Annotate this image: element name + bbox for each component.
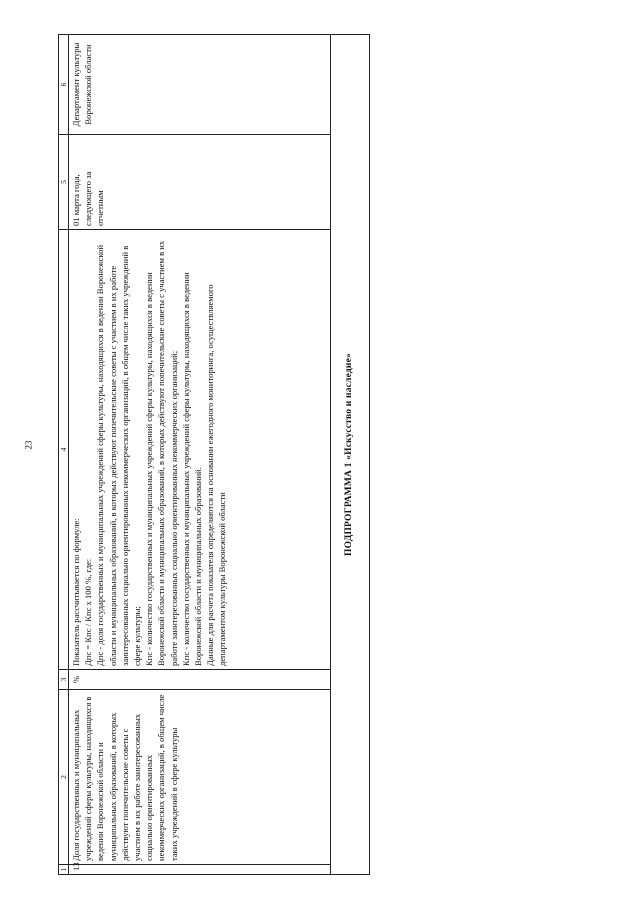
header-cell: 6 xyxy=(59,35,69,135)
table-row xyxy=(69,35,331,875)
header-cell: 2 xyxy=(59,690,69,865)
indicator-name: Доля государственных и муниципальных учреждений сферы культуры, находящихся в ведении Воронежской области и муниципальных образований, в которых действуют попечительские советы с участием в их работе заинтересованных социально ориентированных некоммерческих организаций, в общем числе таких учреждений в сфере культуры xyxy=(69,690,331,865)
subprogram-title: ПОДПРОГРАММА 1 «Искусство и наследие» xyxy=(331,35,370,875)
rotated-sheet xyxy=(58,35,393,875)
column-number-row xyxy=(59,35,69,875)
header-cell: 5 xyxy=(59,135,69,230)
header-cell: 1 xyxy=(59,865,69,875)
method-line: Дпс - доля государственных и муниципальных учреждений сферы культуры, находящихся в ведении Воронежской области и муниципальных образований, в которых действуют попечительские советы с участием в их работе заинтересованных социально ориентированных некоммерческих организаций, в общем числе таких учреждений в сфере культуры; xyxy=(95,244,143,666)
responsible-cell: Департамент культуры Воронежской области xyxy=(69,35,331,135)
method-line: Кпс - количество государственных и муниципальных учреждений сферы культуры, находящихся в ведении Воронежской области и муниципальных образований. xyxy=(180,272,204,666)
deadline-cell: 01 марта года, следующего за отчетным xyxy=(69,135,331,230)
subprogram-row xyxy=(331,35,370,875)
method-line: Показатель рассчитывается по формуле: xyxy=(71,518,81,666)
page-number: 23 xyxy=(23,440,34,450)
unit-cell: % xyxy=(69,670,331,690)
method-line: Данные для расчета показателя определяются на основании ежегодного мониторинга, осуществляемого департаментом культуры Воронежской области xyxy=(205,284,228,666)
row-number: 13 xyxy=(69,865,331,875)
indicator-table xyxy=(58,34,370,875)
method-line: Кпс - количество государственных и муниципальных учреждений сферы культуры, находящихся в ведении Воронежской области и муниципальных образований, в которых действуют попечительские советы с участием в их работе заинтересованных социально ориентированных некоммерческих организаций; xyxy=(144,240,179,666)
header-cell: 3 xyxy=(59,670,69,690)
method-cell xyxy=(69,230,331,670)
header-cell: 4 xyxy=(59,230,69,670)
method-line: Дпс = Кпс / Кпс х 100 %, где: xyxy=(83,558,94,666)
